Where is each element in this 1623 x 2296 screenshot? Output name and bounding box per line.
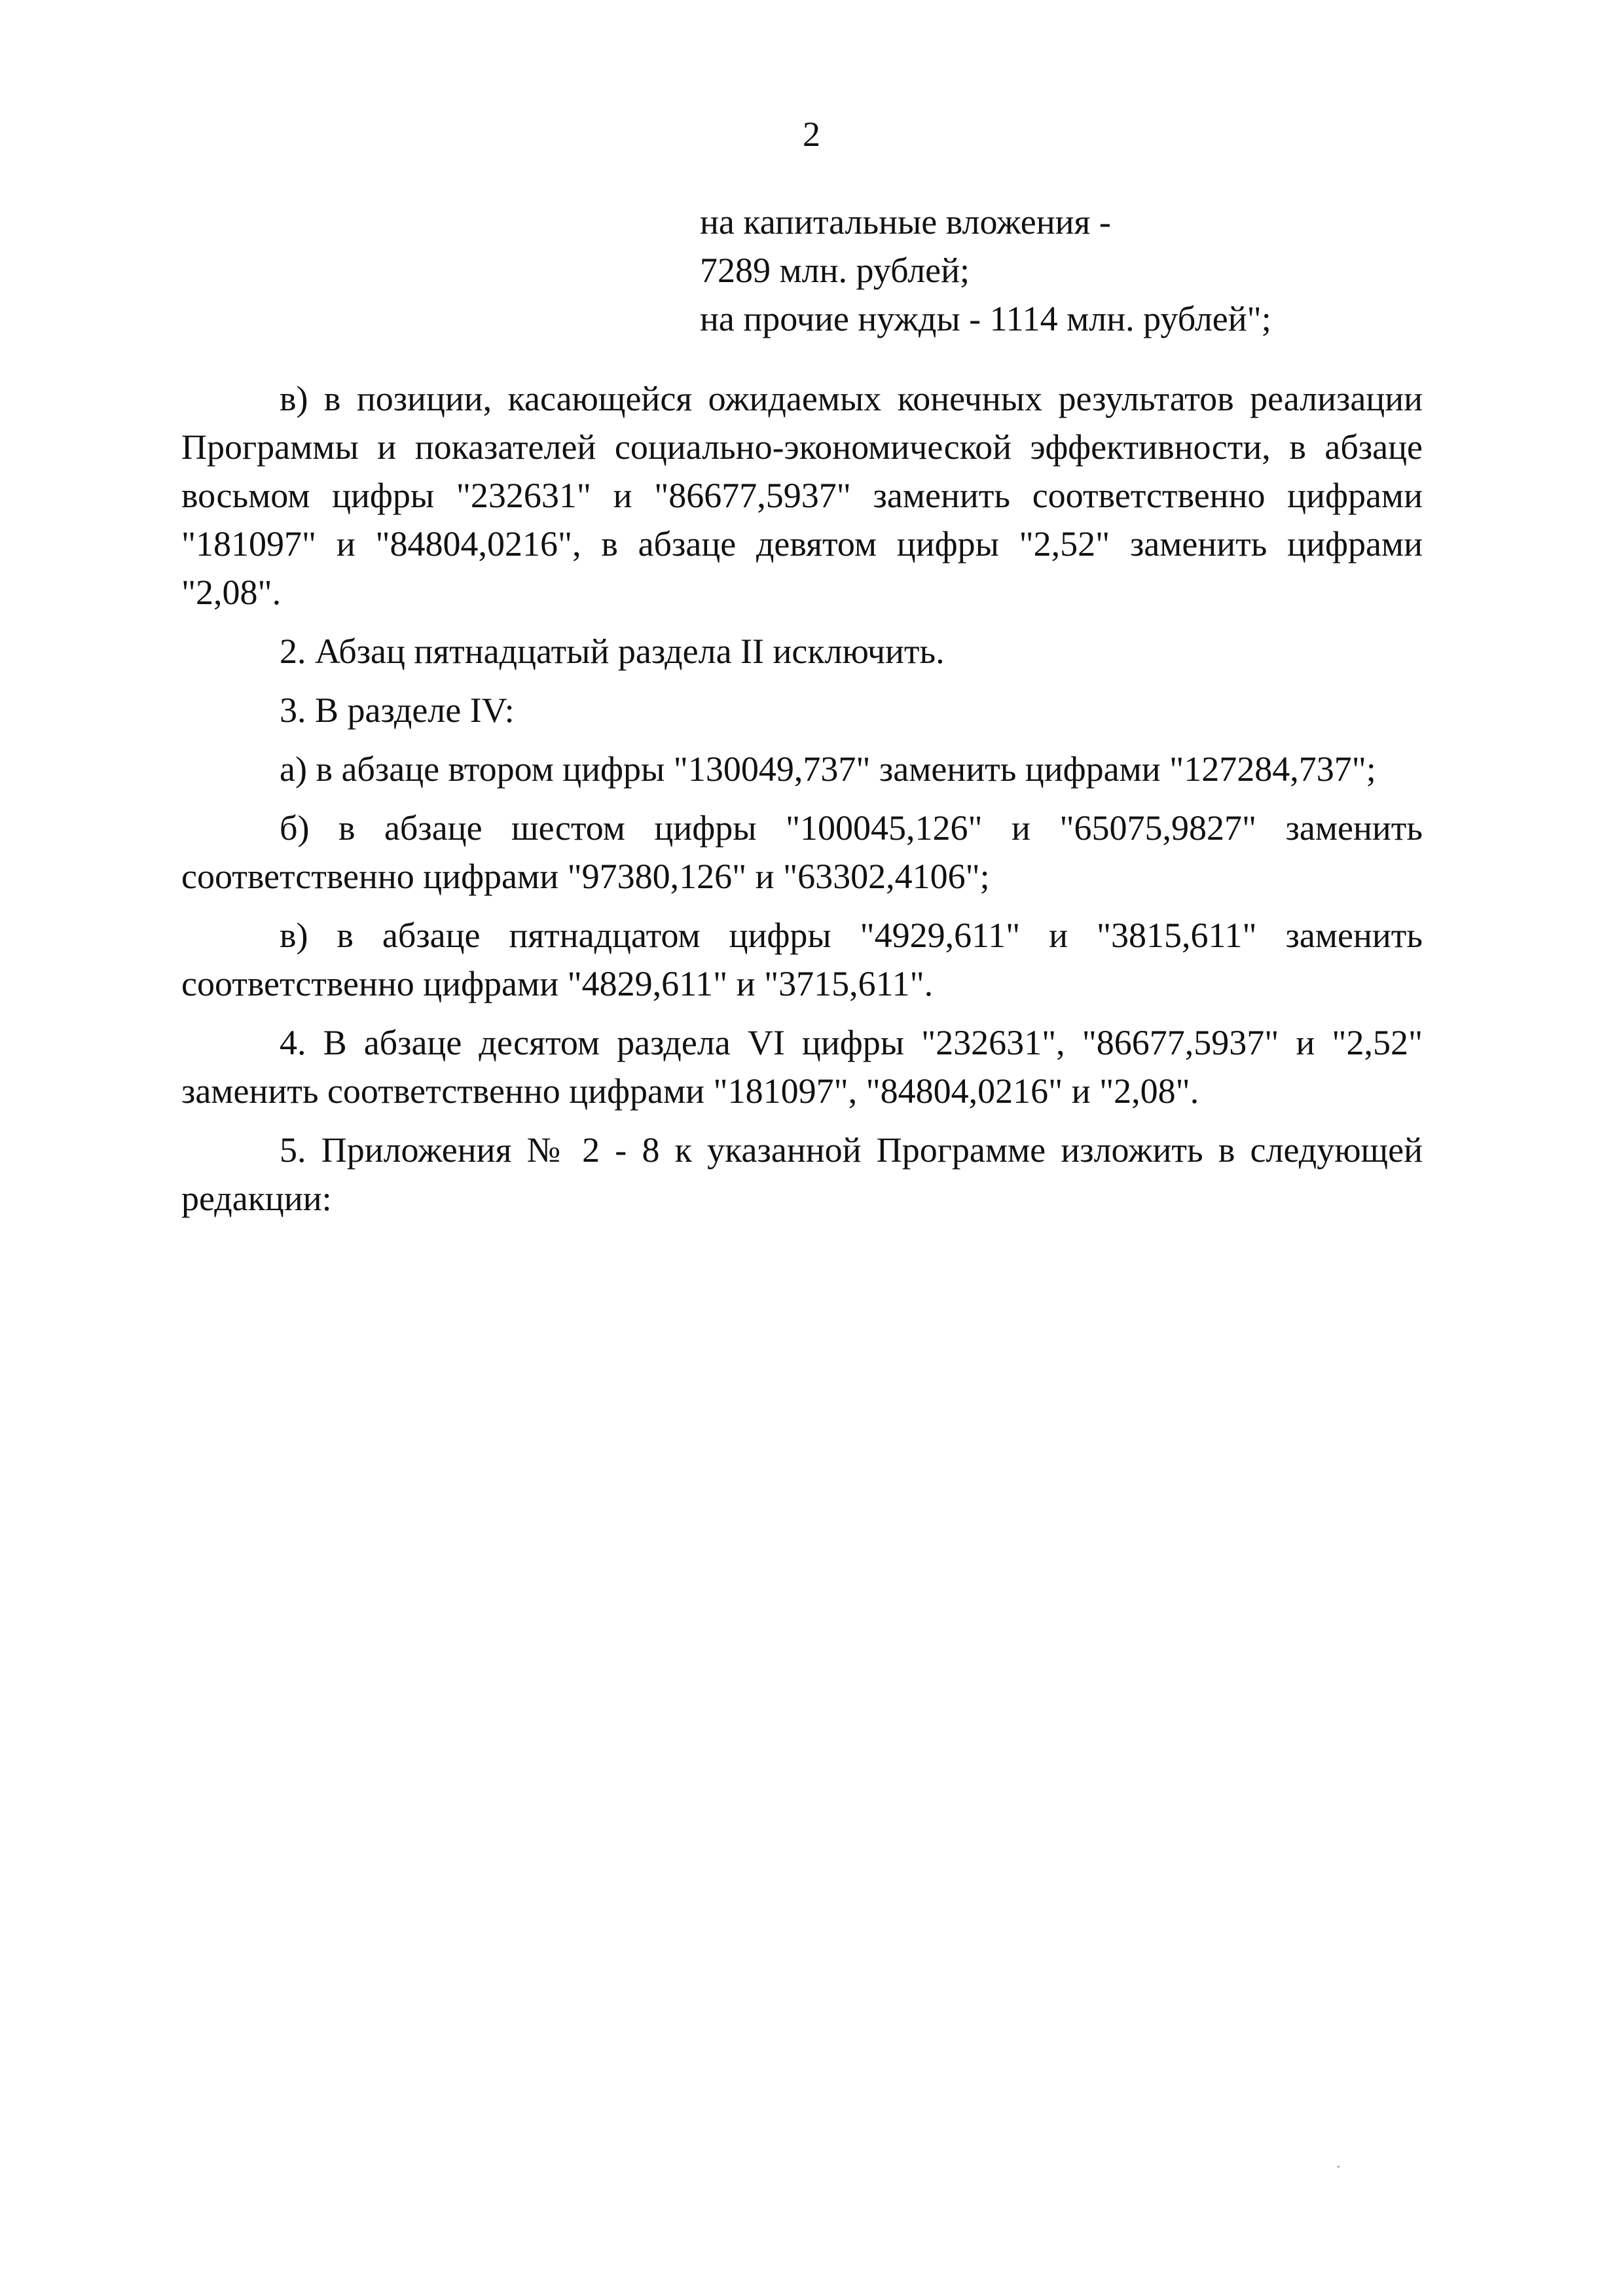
scan-speck bbox=[1338, 2166, 1340, 2168]
page-number: 2 bbox=[803, 115, 820, 154]
tail-line-other-needs: на прочие нужды - 1114 млн. рублей"; bbox=[700, 299, 1271, 338]
tail-line-capital: на капитальные вложения - bbox=[700, 202, 1111, 242]
document-body bbox=[181, 374, 1423, 1233]
paragraph-item-5: 5. Приложения № 2 - 8 к указанной Программе изложить в следующей редакции: bbox=[181, 1130, 1423, 1218]
tail-line-amount: 7289 млн. рублей; bbox=[700, 251, 970, 290]
quoted-tail-block bbox=[700, 198, 1271, 343]
paragraph-item-3v: в) в абзаце пятнадцатом цифры "4929,611" и "3815,611" заменить соответственно цифрами "4829,611" и "3715,611". bbox=[181, 916, 1423, 1003]
paragraph-item-3a: а) в абзаце втором цифры "130049,737" заменить цифрами "127284,737"; bbox=[280, 749, 1376, 789]
paragraph-results-position: в) в позиции, касающейся ожидаемых конечных результатов реализации Программы и показателей социально-экономической эффективности, в абзаце восьмом цифры "232631" и "86677,5937" заменить соответственно цифрами "181097" и "84804,0216", в абзаце девятом цифры "2,52" заменить цифрами "2,08". bbox=[181, 379, 1423, 612]
paragraph-item-2: 2. Абзац пятнадцатый раздела II исключить. bbox=[280, 632, 945, 671]
paragraph-item-3: 3. В разделе IV: bbox=[280, 691, 515, 730]
paragraph-item-4: 4. В абзаце десятом раздела VI цифры "232631", "86677,5937" и "2,52" заменить соответственно цифрами "181097", "84804,0216" и "2,08". bbox=[181, 1023, 1423, 1111]
paragraph-item-3b: б) в абзаце шестом цифры "100045,126" и "65075,9827" заменить соответственно цифрами "97380,126" и "63302,4106"; bbox=[181, 808, 1423, 896]
